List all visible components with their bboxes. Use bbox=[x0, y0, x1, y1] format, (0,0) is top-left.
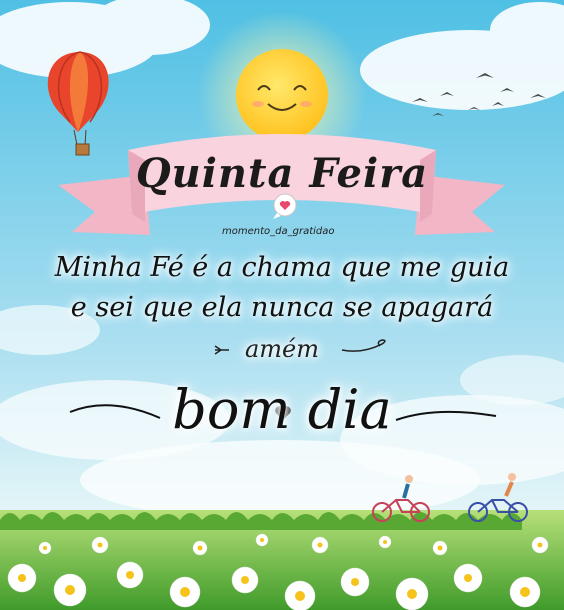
amen-text: amém bbox=[244, 335, 320, 363]
greeting-text: bom dia bbox=[172, 378, 392, 441]
day-title: Quinta Feira bbox=[135, 150, 429, 197]
flower-meadow bbox=[0, 510, 564, 610]
message-line-2: e sei que ela nunca se apagará bbox=[70, 292, 494, 323]
message-line-1: Minha Fé é a chama que me guia bbox=[54, 252, 510, 283]
instagram-handle: momento_da_gratidao bbox=[222, 226, 335, 237]
